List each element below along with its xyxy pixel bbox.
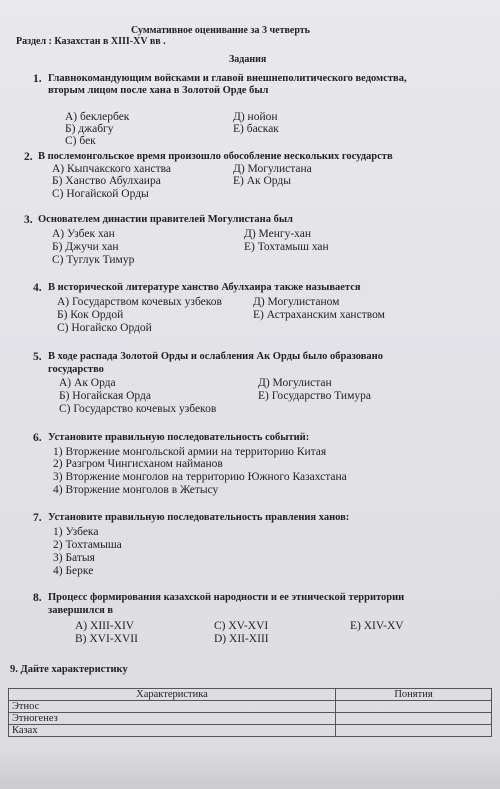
- column-header-concepts: Понятия: [336, 689, 492, 701]
- answer-option: С) Ногайско Ордой: [57, 322, 152, 334]
- question-number: 8.: [33, 592, 42, 604]
- answer-option: А) Ак Орда: [59, 377, 116, 389]
- question-text: вторым лицом после хана в Золотой Орде был: [48, 85, 269, 96]
- sequence-item: 2) Разгром Чингисханом найманов: [53, 458, 223, 470]
- sequence-item: 4) Вторжение монголов в Жетысу: [53, 484, 219, 496]
- question-text: государство: [48, 364, 104, 375]
- characteristics-table: [8, 688, 492, 737]
- answer-option: А) Кыпчакского ханства: [52, 163, 172, 175]
- question-text: В послемонгольское время произошло обособление нескольких государств: [38, 151, 393, 162]
- answer-option: С) Туглук Тимур: [52, 254, 135, 266]
- answer-cell: [336, 713, 492, 725]
- answer-option: Б) Ханство Абулхаира: [52, 175, 161, 187]
- question-text: Процесс формирования казахской народности и ее этнической территории: [48, 592, 405, 603]
- answer-option: Д) Могулистаном: [253, 296, 340, 308]
- answer-cell: [336, 701, 492, 713]
- answer-option: Е) Ак Орды: [233, 175, 291, 187]
- question-9-title: 9. Дайте характеристику: [10, 664, 128, 675]
- answer-option: Д) Могулистана: [233, 163, 312, 175]
- answer-option: Б) Кок Ордой: [57, 309, 124, 321]
- table-row: [9, 713, 492, 725]
- question-number: 7.: [33, 512, 42, 524]
- question-text: В исторической литературе ханство Абулхаира также называется: [48, 282, 361, 293]
- table-row: [9, 725, 492, 737]
- answer-option: Б) Ногайская Орда: [59, 390, 151, 402]
- question-number: 5.: [33, 351, 42, 363]
- page-shadow: [0, 749, 500, 789]
- column-header-characteristic: Характеристика: [9, 689, 336, 701]
- answer-option: Е) XIV-XV: [350, 620, 404, 632]
- answer-option: Е) баскак: [233, 123, 279, 135]
- question-number: 4.: [33, 282, 42, 294]
- question-number: 3.: [24, 214, 33, 226]
- answer-option: Е) Астраханским ханством: [253, 309, 385, 321]
- answer-option: С) Государство кочевых узбеков: [59, 403, 217, 415]
- answer-option: Е) Тохтамыш хан: [244, 241, 329, 253]
- answer-option: С) бек: [65, 135, 96, 147]
- answer-option: В) XVI-XVII: [75, 633, 138, 645]
- answer-option: Д) Менгу-хан: [244, 228, 312, 240]
- answer-option: А) Узбек хан: [52, 228, 115, 240]
- sequence-item: 2) Тохтамыша: [53, 539, 122, 551]
- row-label: Казах: [9, 725, 336, 737]
- table-row: [9, 701, 492, 713]
- row-label: Этногенез: [9, 713, 336, 725]
- answer-option: Д) Могулистан: [258, 377, 332, 389]
- answer-option: А) XIII-XIV: [75, 620, 135, 632]
- answer-option: А) беклербек: [65, 111, 130, 123]
- sequence-item: 1) Вторжение монгольской армии на территорию Китая: [53, 446, 327, 458]
- tasks-heading: Задания: [229, 54, 267, 65]
- question-text: Установите правильную последовательность правления ханов:: [48, 512, 350, 523]
- question-text: завершился в: [48, 605, 114, 616]
- question-text: В ходе распада Золотой Орды и ослабления Ак Орды было образовано: [48, 351, 383, 362]
- question-number: 6.: [33, 432, 42, 444]
- answer-cell: [336, 725, 492, 737]
- sequence-item: 3) Батыя: [53, 552, 95, 564]
- sequence-item: 4) Берке: [53, 565, 94, 577]
- question-text: Основателем династии правителей Могулистана был: [38, 214, 293, 225]
- answer-option: D) XII-XIII: [214, 633, 269, 645]
- answer-option: А) Государством кочевых узбеков: [57, 296, 222, 308]
- question-number: 1.: [33, 73, 42, 85]
- question-text: Главнокомандующим войсками и главой внешнеполитического ведомства,: [48, 73, 407, 84]
- question-number: 2.: [24, 151, 33, 163]
- question-text: Установите правильную последовательность событий:: [48, 432, 310, 443]
- answer-option: Б) Джучи хан: [52, 241, 119, 253]
- sequence-item: 1) Узбека: [53, 526, 99, 538]
- answer-option: С) Ногайской Орды: [52, 188, 149, 200]
- answer-option: Б) джабгу: [65, 123, 114, 135]
- answer-option: Д) нойон: [233, 111, 278, 123]
- table-header-row: [9, 689, 492, 701]
- section-title: Раздел : Казахстан в XIII-XV вв .: [16, 36, 166, 47]
- page-title: Суммативное оценивание за 3 четверть: [131, 25, 310, 36]
- row-label: Этнос: [9, 701, 336, 713]
- answer-option: С) XV-XVI: [214, 620, 269, 632]
- answer-option: Е) Государство Тимура: [258, 390, 371, 402]
- sequence-item: 3) Вторжение монголов на территорию Южного Казахстана: [53, 471, 347, 483]
